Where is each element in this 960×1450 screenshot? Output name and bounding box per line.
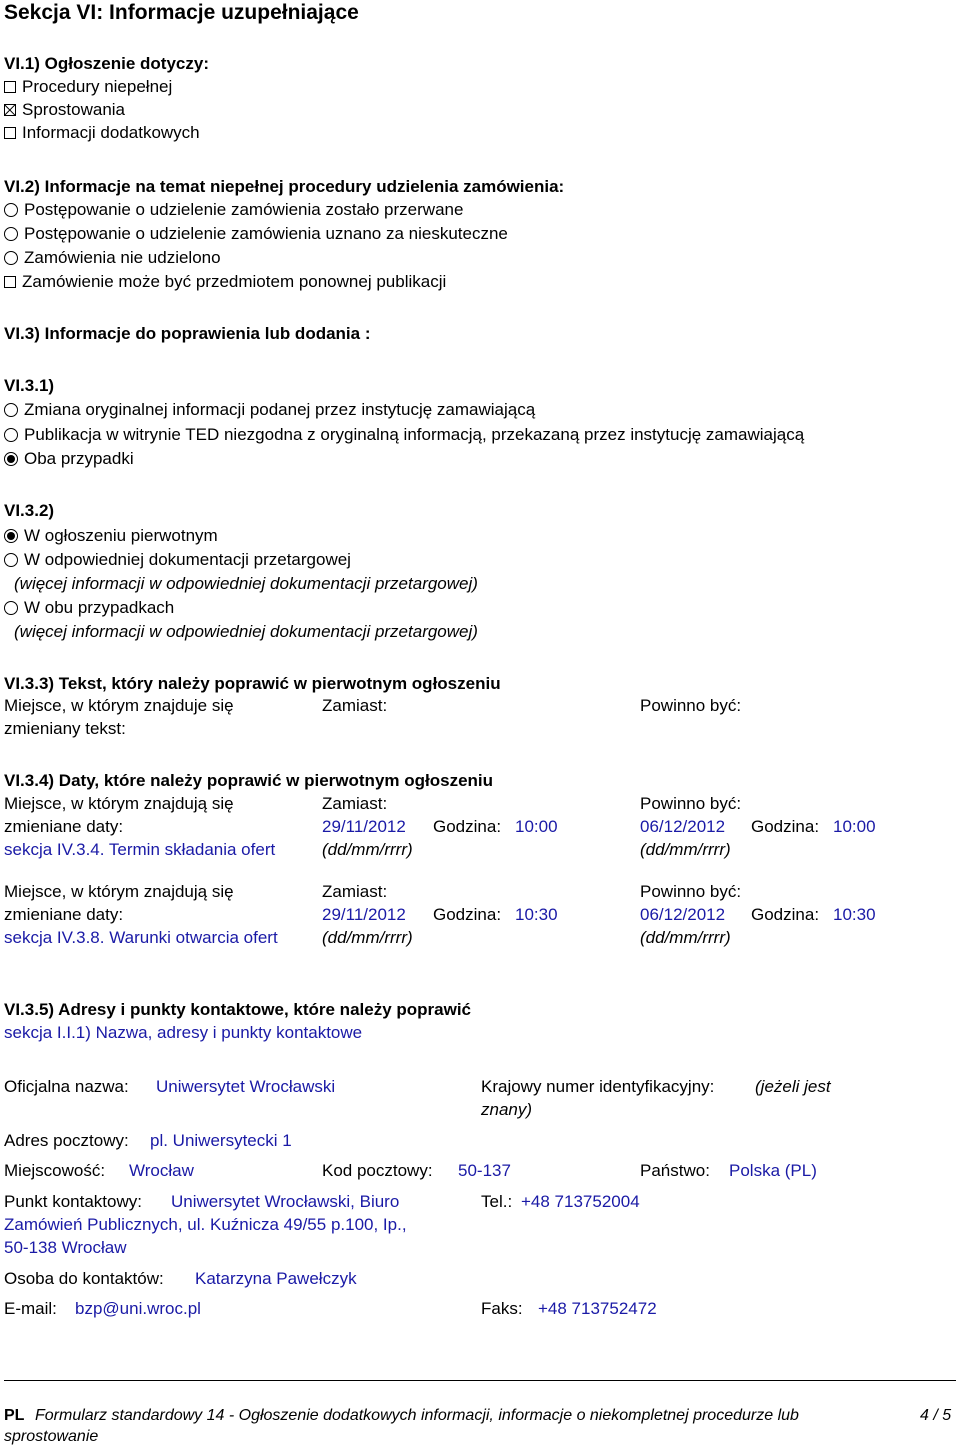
country-label: Państwo:	[640, 1161, 710, 1180]
email-label: E-mail:	[4, 1299, 57, 1318]
vi33-should-label: Powinno być:	[640, 696, 742, 715]
footer-form-title-2: sprostowanie	[4, 1428, 99, 1445]
official-name-value: Uniwersytet Wrocławski	[156, 1077, 336, 1096]
vi34-date-format: (dd/mm/rrrr)	[322, 928, 413, 947]
vi33-place-label: Miejsce, w którym znajduje się	[4, 696, 234, 715]
city-label: Miejscowość:	[4, 1161, 106, 1180]
vi33-instead-label: Zamiast:	[322, 696, 388, 715]
checkbox-icon[interactable]	[4, 127, 16, 139]
vi34-should-time-label: Godzina:	[751, 817, 820, 836]
vi34-place-value: sekcja IV.3.8. Warunki otwarcia ofert	[4, 928, 278, 947]
vi31-option-publikacja[interactable]: Publikacja w witrynie TED niezgodna z oryginalną informacją, przekazaną przez instytucję zamawiającą	[4, 423, 804, 446]
vi31-title: VI.3.1)	[4, 376, 55, 395]
vi34-place-value: sekcja IV.3.4. Termin składania ofert	[4, 840, 276, 859]
radio-selected-icon[interactable]	[4, 529, 18, 543]
vi34-date-format: (dd/mm/rrrr)	[640, 840, 731, 859]
radio-icon[interactable]	[4, 403, 18, 417]
country-value: Polska (PL)	[729, 1161, 817, 1180]
vi34-instead-time: 10:00	[515, 817, 558, 836]
email-value[interactable]: bzp@uni.wroc.pl	[75, 1299, 201, 1318]
footer-divider	[4, 1380, 956, 1381]
vi34-instead-time-label: Godzina:	[433, 905, 502, 924]
vi32-note: (więcej informacji w odpowiedniej dokumentacji przetargowej)	[14, 574, 478, 593]
radio-icon[interactable]	[4, 553, 18, 567]
contact-point-value-3: 50-138 Wrocław	[4, 1238, 127, 1257]
vi34-place-label-2: zmieniane daty:	[4, 905, 124, 924]
footer-page-number: 4 / 5	[920, 1407, 952, 1424]
vi33-title: VI.3.3) Tekst, który należy poprawić w pierwotnym ogłoszeniu	[4, 674, 501, 693]
vi35-subtitle: sekcja I.I.1) Nazwa, adresy i punkty kontaktowe	[4, 1023, 363, 1042]
contact-person-label: Osoba do kontaktów:	[4, 1269, 164, 1288]
vi31-option-oba[interactable]: Oba przypadki	[4, 447, 134, 470]
vi35-title: VI.3.5) Adresy i punkty kontaktowe, które należy poprawić	[4, 1000, 472, 1019]
vi34-instead-label: Zamiast:	[322, 794, 388, 813]
radio-icon[interactable]	[4, 251, 18, 265]
footer-form-title: Formularz standardowy 14 - Ogłoszenie dodatkowych informacji, informacje o niekompletnej procedurze lub	[35, 1407, 799, 1424]
address-value: pl. Uniwersytecki 1	[150, 1131, 292, 1150]
national-id-note: (jeżeli jest	[755, 1077, 831, 1096]
radio-selected-icon[interactable]	[4, 452, 18, 466]
vi2-option-nieskuteczne[interactable]: Postępowanie o udzielenie zamówienia uznano za nieskuteczne	[4, 222, 508, 245]
national-id-note-2: znany)	[481, 1100, 533, 1119]
section-title: Sekcja VI: Informacje uzupełniające	[4, 1, 359, 24]
vi32-option-pierwotne[interactable]: W ogłoszeniu pierwotnym	[4, 524, 218, 547]
vi34-instead-date: 29/11/2012	[322, 905, 406, 924]
vi2-option-nie-udzielono[interactable]: Zamówienia nie udzielono	[4, 246, 221, 269]
vi34-title: VI.3.4) Daty, które należy poprawić w pierwotnym ogłoszeniu	[4, 771, 494, 790]
vi31-option-zmiana[interactable]: Zmiana oryginalnej informacji podanej przez instytucję zamawiającą	[4, 398, 535, 421]
vi34-should-date: 06/12/2012	[640, 905, 726, 924]
postcode-value: 50-137	[458, 1161, 511, 1180]
vi34-should-time-label: Godzina:	[751, 905, 820, 924]
vi1-title: VI.1) Ogłoszenie dotyczy:	[4, 54, 209, 73]
vi34-date-format: (dd/mm/rrrr)	[322, 840, 413, 859]
vi34-place-label: Miejsce, w którym znajdują się	[4, 794, 234, 813]
vi34-date-format: (dd/mm/rrrr)	[640, 928, 731, 947]
tel-value: +48 713752004	[521, 1192, 640, 1211]
vi2-title: VI.2) Informacje na temat niepełnej procedury udzielenia zamówienia:	[4, 177, 565, 196]
radio-icon[interactable]	[4, 227, 18, 241]
vi34-instead-label: Zamiast:	[322, 882, 388, 901]
checkbox-checked-icon[interactable]	[4, 104, 16, 116]
vi3-title: VI.3) Informacje do poprawienia lub dodania :	[4, 324, 371, 343]
radio-icon[interactable]	[4, 601, 18, 615]
vi34-instead-time: 10:30	[515, 905, 558, 924]
vi34-instead-date: 29/11/2012	[322, 817, 406, 836]
checkbox-icon[interactable]	[4, 276, 16, 288]
checkbox-icon[interactable]	[4, 81, 16, 93]
vi32-note: (więcej informacji w odpowiedniej dokumentacji przetargowej)	[14, 622, 478, 641]
contact-point-label: Punkt kontaktowy:	[4, 1192, 142, 1211]
national-id-label: Krajowy numer identyfikacyjny:	[481, 1077, 715, 1096]
contact-point-value: Uniwersytet Wrocławski, Biuro	[171, 1192, 400, 1211]
vi34-should-label: Powinno być:	[640, 882, 742, 901]
tel-label: Tel.:	[481, 1192, 513, 1211]
vi34-should-label: Powinno być:	[640, 794, 742, 813]
fax-label: Faks:	[481, 1299, 523, 1318]
vi34-should-time: 10:30	[833, 905, 876, 924]
vi32-title: VI.3.2)	[4, 501, 55, 520]
vi34-place-label-2: zmieniane daty:	[4, 817, 124, 836]
contact-person-value: Katarzyna Pawełczyk	[195, 1269, 357, 1288]
vi2-option-ponowna-publikacja[interactable]: Zamówienie może być przedmiotem ponownej publikacji	[4, 270, 446, 293]
footer-lang: PL	[4, 1407, 25, 1424]
vi34-place-label: Miejsce, w którym znajdują się	[4, 882, 234, 901]
vi34-should-time: 10:00	[833, 817, 876, 836]
vi32-option-dokumentacja[interactable]: W odpowiedniej dokumentacji przetargowej	[4, 548, 351, 571]
vi32-option-obu[interactable]: W obu przypadkach	[4, 596, 174, 619]
postcode-label: Kod pocztowy:	[322, 1161, 433, 1180]
official-name-label: Oficjalna nazwa:	[4, 1077, 129, 1096]
city-value: Wrocław	[129, 1161, 194, 1180]
contact-point-value-2: Zamówień Publicznych, ul. Kuźnicza 49/55 p.100, Ip.,	[4, 1215, 407, 1234]
address-label: Adres pocztowy:	[4, 1131, 129, 1150]
vi33-place-label-2: zmieniany tekst:	[4, 719, 126, 738]
radio-icon[interactable]	[4, 203, 18, 217]
vi2-option-przerwane[interactable]: Postępowanie o udzielenie zamówienia zostało przerwane	[4, 198, 463, 221]
vi34-instead-time-label: Godzina:	[433, 817, 502, 836]
vi34-should-date: 06/12/2012	[640, 817, 726, 836]
vi1-option-sprostowania[interactable]: Sprostowania	[4, 98, 125, 121]
vi1-option-procedury[interactable]: Procedury niepełnej	[4, 75, 172, 98]
radio-icon[interactable]	[4, 428, 18, 442]
fax-value: +48 713752472	[538, 1299, 657, 1318]
vi1-option-informacji[interactable]: Informacji dodatkowych	[4, 121, 200, 144]
